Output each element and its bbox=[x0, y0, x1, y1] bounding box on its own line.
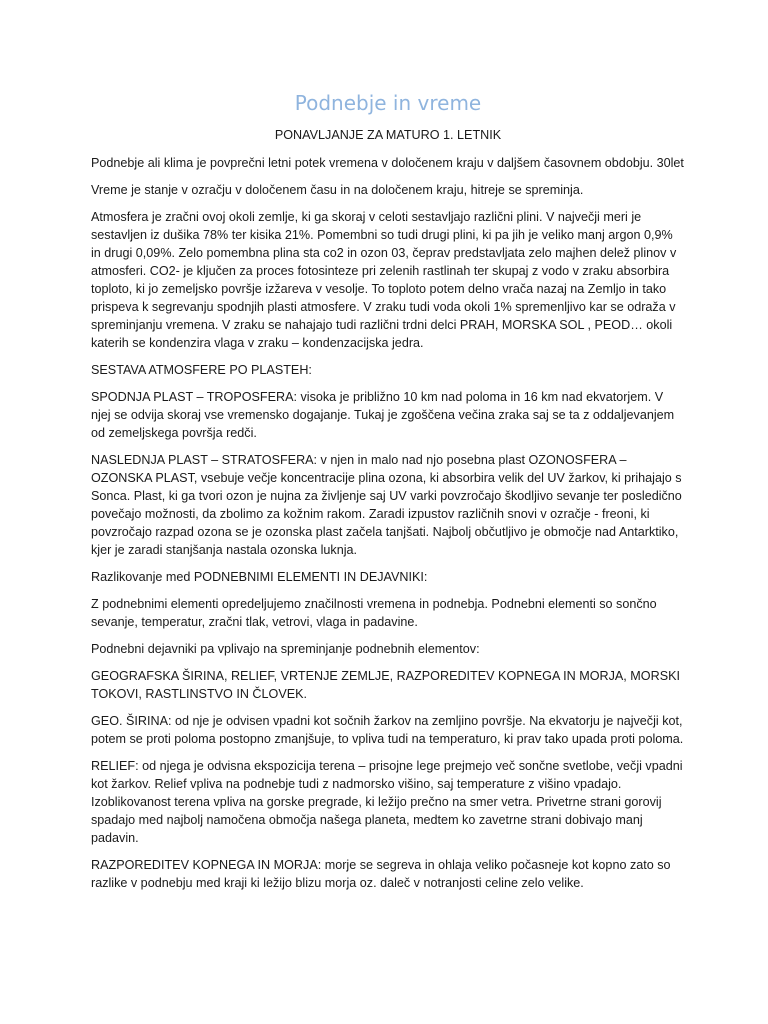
paragraph-elements-heading: Razlikovanje med PODNEBNIMI ELEMENTI IN DEJAVNIKI: bbox=[91, 570, 428, 584]
paragraph-latitude: GEO. ŠIRINA: od nje je odvisen vpadni kot sočnih žarkov na zemljino površje. Na ekvatorju je največji kot, potem se proti poloma postopno zmanjšuje, to vpliva tudi na temperaturo, ki prav tako upada proti poloma. bbox=[91, 714, 684, 746]
paragraph-atmosphere: Atmosfera je zračni ovoj okoli zemlje, ki ga skoraj v celoti sestavljajo različni plini. V največji meri je sestavljen iz dušika 78% ter kisika 21%. Pomembni so tudi drugi plini, ki pa jih je veliko manj argon 0,9% in drugi 0,09%. Zelo pomembna plina sta co2 in ozon 03, čeprav predstavljata zelo majhen delež plinov v atmosferi. CO2- je ključen za proces fotosinteze pri zelenih rastlinah ter skupaj z vodo v zraku absorbira toploto, ki jo zemeljsko površje izžareva v vesolje. To toploto potem delno vrača nazaj na Zemljo in tako prispeva k segrevanju spodnjih plasti atmosfere. V zraku tudi voda okoli 1% spremenljivo kar se odraža v spreminjanju vremena. V zraku se nahajajo tudi različni trdni delci PRAH, MORSKA SOL , PEOD… okoli katerih se kondenzira vlaga v zraku – kondenzacijska jedra. bbox=[91, 210, 677, 350]
paragraph-relief: RELIEF: od njega je odvisna ekspozicija terena – prisojne lege prejmejo več sončne svetlobe, večji vpadni kot žarkov. Relief vpliva na podnebje tudi z nadmorsko višino, saj temperature z višino vpadajo. Izoblikovanost terena vpliva na gorske pregrade, ki ležijo prečno na smer vetra. Privetrne strani gorovij spadajo med najbolj namočena območja našega planeta, medtem ko zavetrne strani dobivajo manj padavin. bbox=[91, 759, 683, 845]
paragraph-layers-heading: SESTAVA ATMOSFERE PO PLASTEH: bbox=[91, 363, 312, 377]
document-subtitle: PONAVLJANJE ZA MATURO 1. LETNIK bbox=[274, 128, 502, 142]
paragraph-definition-climate: Podnebje ali klima je povprečni letni potek vremena v določenem kraju v daljšem časovnem obdobju. 30let bbox=[91, 156, 684, 170]
document-page bbox=[91, 84, 685, 901]
paragraph-climate-elements: Z podnebnimi elementi opredeljujemo značilnosti vremena in podnebja. Podnebni elementi so sončno sevanje, temperatur, zračni tlak, vetrovi, vlaga in padavine. bbox=[91, 597, 657, 629]
paragraph-land-sea: RAZPOREDITEV KOPNEGA IN MORJA: morje se segreva in ohlaja veliko počasneje kot kopno zato so razlike v podnebju med kraji ki ležijo blizu morja oz. daleč v notranjosti celine zelo velike. bbox=[91, 858, 671, 890]
paragraph-stratosphere: NASLEDNJA PLAST – STRATOSFERA: v njen in malo nad njo posebna plast OZONOSFERA – OZONSKA PLAST, vsebuje večje koncentracije plina ozona, ki absorbira velik del UV žarkov, ki prihajajo s Sonca. Plast, ki ga tvori ozon je nujna za življenje saj UV varki povzročajo škodljivo sevanje ter posledično povečajo možnosti, da zbolimo za kožnim rakom. Zaradi izpustov različnih snovi v ozračje - freoni, ki povzročajo razpad ozona se je ozonska plast začela tanjšati. Najbolj občutljivo je območje nad Antarktiko, kjer je zaradi stanjšanja nastala ozonska luknja. bbox=[91, 453, 682, 557]
paragraph-definition-weather: Vreme je stanje v ozračju v določenem času in na določenem kraju, hitreje se spreminja. bbox=[91, 183, 584, 197]
paragraph-troposphere: SPODNJA PLAST – TROPOSFERA: visoka je približno 10 km nad poloma in 16 km nad ekvatorjem. V njej se odvija skoraj vse vremensko dogajanje. Tukaj je zgoščena večina zraka saj se ta z oddaljevanjem od zemeljskega površja redči. bbox=[91, 390, 675, 440]
document-title: Podnebje in vreme bbox=[294, 91, 482, 115]
paragraph-climate-factors-intro: Podnebni dejavniki pa vplivajo na spreminjanje podnebnih elementov: bbox=[91, 642, 480, 656]
paragraph-factors-list: GEOGRAFSKA ŠIRINA, RELIEF, VRTENJE ZEMLJE, RAZPOREDITEV KOPNEGA IN MORJA, MORSKI TOKOVI, RASTLINSTVO IN ČLOVEK. bbox=[91, 669, 680, 701]
